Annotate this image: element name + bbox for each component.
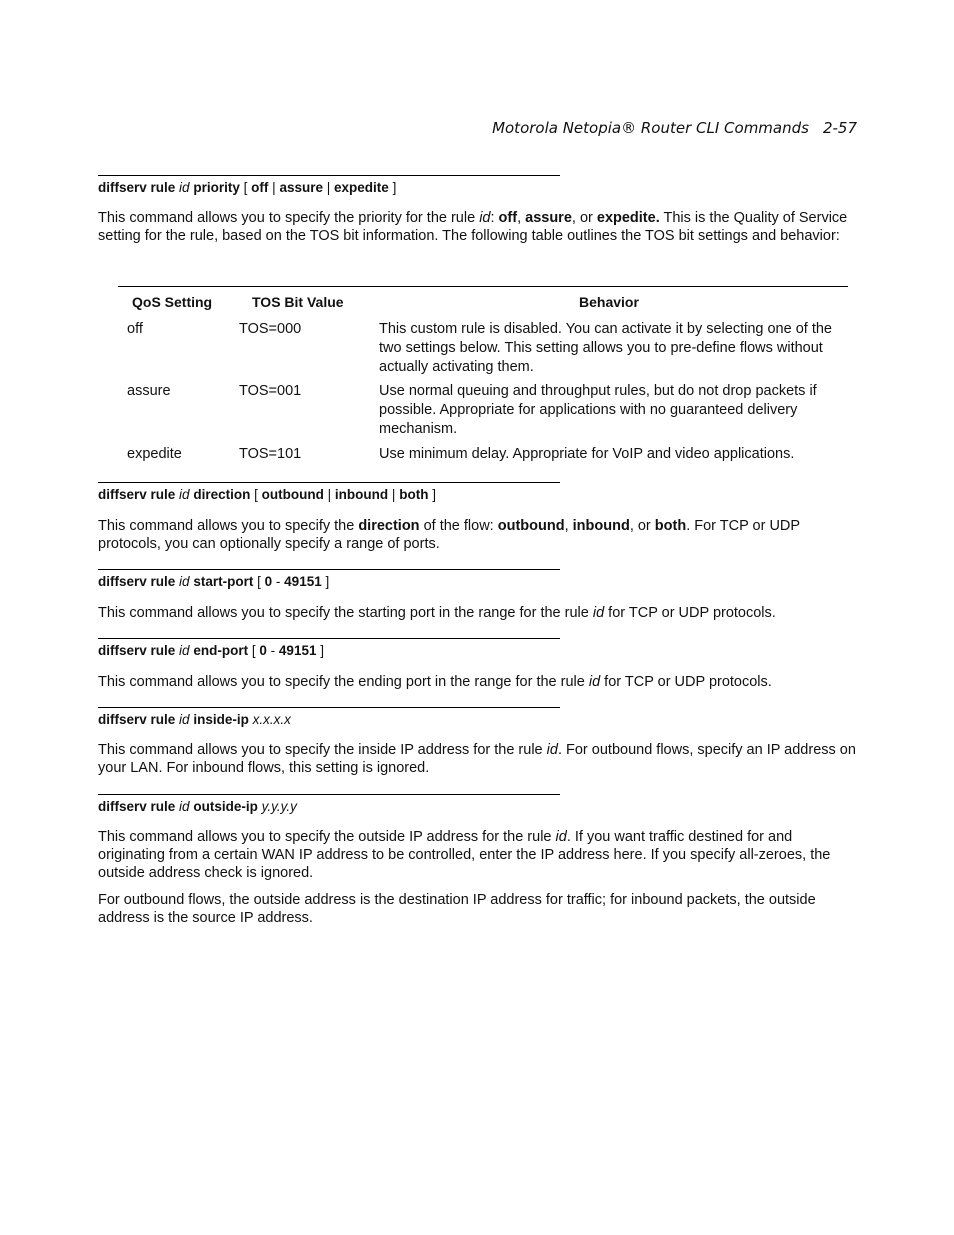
priority-description: [98, 209, 858, 245]
cmd-separator: |: [391, 487, 396, 502]
text: This command allows you to specify the outside IP address for the rule: [98, 829, 556, 845]
cmd-value: 49151: [284, 574, 322, 589]
cmd-keyword: direction: [193, 487, 251, 502]
text: for TCP or UDP protocols.: [600, 674, 772, 690]
option-inbound: inbound: [572, 518, 630, 534]
param-id: id: [555, 829, 567, 845]
outside-ip-description: [98, 828, 858, 882]
cmd-option: both: [399, 487, 429, 502]
cmd-value: 0: [259, 643, 267, 658]
text: This command allows you to specify the priority for the rule: [98, 210, 480, 226]
cmd-value: 0: [264, 574, 273, 589]
cmd-separator: |: [272, 180, 276, 195]
kw-direction: direction: [358, 518, 420, 534]
text: ,: [517, 210, 526, 226]
cmd-keyword: diffserv rule: [98, 180, 176, 195]
text: ,: [564, 518, 573, 534]
cmd-option: off: [251, 180, 269, 195]
cmd-bracket: ]: [392, 180, 397, 195]
running-header: [492, 119, 857, 137]
command-inside-ip-heading: [98, 707, 560, 727]
direction-description: [98, 517, 858, 553]
cmd-bracket: [: [254, 487, 258, 502]
cmd-separator: |: [326, 180, 331, 195]
cmd-keyword: diffserv rule: [98, 799, 176, 814]
command-direction-heading: [98, 482, 560, 502]
row-expedite-setting: expedite: [127, 446, 182, 462]
cmd-keyword: priority: [193, 180, 240, 195]
cmd-param: id: [179, 574, 190, 589]
header-title: Motorola Netopia® Router CLI Commands: [492, 119, 809, 137]
text: This command allows you to specify the inside IP address for the rule: [98, 742, 547, 758]
param-id: id: [479, 210, 491, 226]
option-off: off: [498, 210, 518, 226]
col-header-tos: TOS Bit Value: [252, 294, 344, 310]
cmd-bracket: ]: [432, 487, 436, 502]
col-header-qos: QoS Setting: [132, 294, 213, 310]
option-outbound: outbound: [497, 518, 565, 534]
command-outside-ip-heading: [98, 794, 560, 814]
row-assure-behavior: Use normal queuing and throughput rules, but do not drop packets if possible. Appropriate for applications with no guaranteed delivery mechanism.: [379, 383, 817, 437]
text: , or: [629, 518, 655, 534]
cmd-keyword: diffserv rule: [98, 574, 176, 589]
text: of the flow:: [419, 518, 498, 534]
cmd-bracket: ]: [320, 643, 324, 658]
cmd-keyword: diffserv rule: [98, 643, 176, 658]
command-start-port-heading: [98, 569, 560, 589]
cmd-param: x.x.x.x: [252, 712, 291, 727]
text: . For outbound flows, specify an IP address on your LAN. For inbound flows, this setting is ignored.: [98, 742, 856, 776]
cmd-param: id: [179, 712, 190, 727]
cmd-param: id: [179, 799, 190, 814]
row-off-tos: TOS=000: [239, 321, 302, 337]
end-port-description: [98, 673, 858, 691]
cmd-separator: -: [275, 574, 281, 589]
text: This command allows you to specify the: [98, 518, 359, 534]
text: This command allows you to specify the starting port in the range for the rule: [98, 605, 593, 621]
param-id: id: [592, 605, 605, 621]
text: This command allows you to specify the ending port in the range for the rule: [98, 674, 589, 690]
cmd-param: y.y.y.y: [261, 799, 297, 814]
row-off-behavior: This custom rule is disabled. You can activate it by selecting one of the two settings below. This setting allows you to pre-define flows without actually activating them.: [379, 321, 832, 375]
cmd-option: outbound: [261, 487, 324, 502]
cmd-bracket: ]: [325, 574, 330, 589]
option-both: both: [654, 518, 687, 534]
cmd-param: id: [179, 643, 190, 658]
cmd-keyword: start-port: [193, 574, 254, 589]
tos-table: [118, 286, 848, 462]
col-header-behavior: Behavior: [579, 294, 639, 310]
cmd-keyword: diffserv rule: [98, 487, 176, 502]
cmd-keyword: outside-ip: [193, 799, 258, 814]
text: . If you want traffic destined for and originating from a certain WAN IP address to be controlled, enter the IP address here. If you specify all-zeroes, the outside address check is ignored.: [98, 829, 831, 881]
cmd-separator: |: [327, 487, 332, 502]
inside-ip-description: [98, 741, 858, 777]
row-off-setting: off: [127, 321, 143, 337]
cmd-bracket: [: [243, 180, 248, 195]
text: , or: [571, 210, 597, 226]
text: for TCP or UDP protocols.: [604, 605, 776, 621]
option-assure: assure: [525, 210, 572, 226]
cmd-keyword: diffserv rule: [98, 712, 176, 727]
command-priority-heading: [98, 175, 560, 195]
page-number: 2-57: [822, 119, 857, 137]
outside-ip-note: For outbound flows, the outside address is the destination IP address for traffic; for inbound packets, the outside address is the source IP address.: [98, 892, 816, 926]
text: . For TCP or UDP protocols, you can optionally specify a range of ports.: [98, 518, 800, 552]
cmd-option: assure: [279, 180, 323, 195]
command-end-port-heading: [98, 638, 560, 658]
cmd-param: id: [179, 487, 190, 502]
cmd-option: inbound: [334, 487, 389, 502]
cmd-bracket: [: [251, 643, 256, 658]
row-expedite-behavior: Use minimum delay. Appropriate for VoIP and video applications.: [379, 446, 795, 462]
param-id: id: [546, 742, 558, 758]
cmd-bracket: [: [257, 574, 261, 589]
row-assure-setting: assure: [127, 383, 171, 399]
cmd-keyword: inside-ip: [193, 712, 249, 727]
row-assure-tos: TOS=001: [239, 383, 302, 399]
text: :: [490, 210, 499, 226]
text: This is the Quality of Service setting for the rule, based on the TOS bit information. The following table outlines the TOS bit settings and behavior:: [98, 210, 848, 244]
param-id: id: [588, 674, 601, 690]
row-expedite-tos: TOS=101: [239, 446, 302, 462]
cmd-value: 49151: [278, 643, 317, 658]
option-expedite: expedite.: [596, 210, 660, 226]
start-port-description: [98, 604, 858, 622]
cmd-keyword: end-port: [193, 643, 249, 658]
cmd-option: expedite: [334, 180, 389, 195]
cmd-param: id: [179, 180, 190, 195]
cmd-separator: -: [270, 643, 276, 658]
